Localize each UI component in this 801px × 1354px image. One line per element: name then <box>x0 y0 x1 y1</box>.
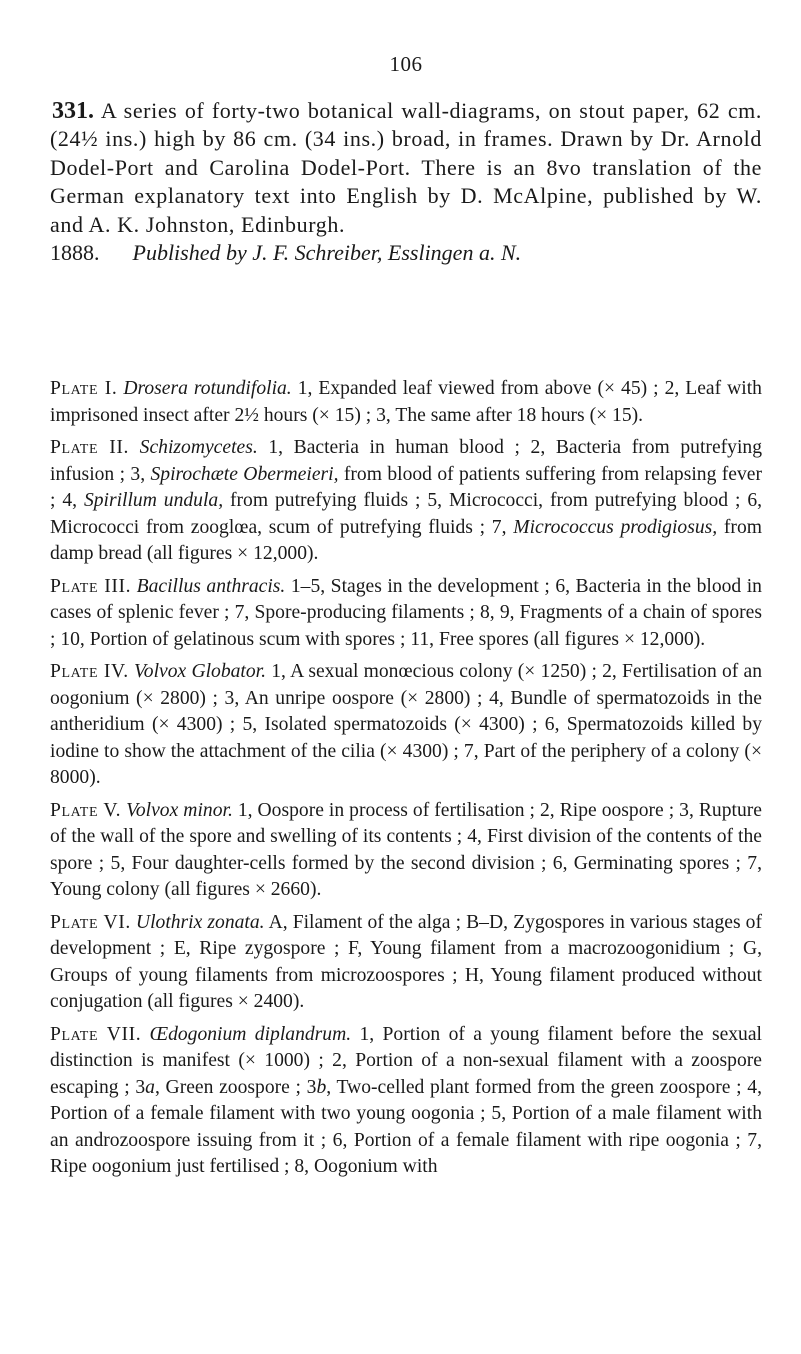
plate-taxon: Volvox Globator. <box>134 661 267 682</box>
plate-body-part: from putrefying fluids ; 5, Micrococci, from putrefying blood ; 6, Micrococci from zooglœa, scum of putrefying fluids ; 7, <box>50 490 763 538</box>
species-name: Spirillum undula, <box>83 490 224 511</box>
plate-label: Plate V. <box>50 799 122 821</box>
plate-label: Plate II. <box>50 437 130 458</box>
plate-body: A, Filament of the alga ; B–D, Zygospores in various stages of development ; E, Ripe zygospore ; F, Young filament from a macrozoogonidium ; G, Groups of young filaments from microzoospores ; H, Young filament produced without conjugation (all figures × 2400). <box>50 911 762 1012</box>
plate-body: 1–5, Stages in the development ; 6, Bacteria in the blood in cases of splenic fever ; 7, Spore-producing filaments ; 8, 9, Fragments of a chain of spores ; 10, Portion of gelatinous scum with spores ; 11, Free spores (all figures × 12,000). <box>50 575 762 650</box>
plate-taxon: Bacillus anthracis. <box>136 575 286 597</box>
catalogue-entry <box>50 97 762 267</box>
plate-body: 1, A sexual monœcious colony (× 1250) ; 2, Fertilisation of an oogonium (× 2800) ; 3, An unripe oospore (× 2800) ; 4, Bundle of spermatozoids in the antheridium (× 4300) ; 5, Isolated spermatozoids (× 4300) ; 6, Spermatozoids killed by iodine to show the attachment of the cilia (× 4300) ; 7, Part of the periphery of a colony (× 8000). <box>50 661 762 788</box>
plate-taxon: Œdogonium diplandrum. <box>149 1023 352 1045</box>
plate-item <box>50 798 762 904</box>
plate-body-part: , Two-celled plant formed from the green zoospore ; 4, Portion of a female filament with two young oogonia ; 5, Portion of a male filament with an androzoospore issuing from it ; 6, Portion of a female filament with ripe oogonia ; 7, Ripe oogonium just fertilised ; 8, Oogonium with <box>50 1076 762 1177</box>
figure-letter: a <box>145 1076 155 1098</box>
publication-line <box>50 239 762 267</box>
plate-label: Plate III. <box>50 575 132 597</box>
plate-item <box>50 376 762 429</box>
publisher: Published by J. F. Schreiber, Esslingen a. N. <box>132 240 522 266</box>
species-name: Micrococcus prodigiosus, <box>513 516 718 538</box>
entry-description: A series of forty-two botanical wall-diagrams, on stout paper, 62 cm. (24½ ins.) high by 86 cm. (34 ins.) broad, in frames. Drawn by Dr. Arnold Dodel-Port and Carolina Dodel-Port. There is an 8vo translation of the German explanatory text into English by D. McAlpine, published by W. and A. K. Johnston, Edinburgh. <box>50 98 762 237</box>
plate-body-part: from damp bread (all figures × 12,000). <box>50 516 762 564</box>
plate-taxon: Volvox minor. <box>126 799 233 821</box>
plate-item <box>50 435 762 568</box>
plate-item <box>50 574 762 654</box>
page-number: 106 <box>389 52 423 76</box>
plate-label: Plate IV. <box>50 661 129 682</box>
plate-item <box>50 659 762 792</box>
entry-paragraph <box>50 97 762 267</box>
figure-letter: b <box>316 1076 327 1098</box>
plate-label: Plate VI. <box>50 911 131 933</box>
plate-body-part: from blood of patients suffering from relapsing fever ; 4, <box>50 463 762 511</box>
plate-item <box>50 1022 762 1181</box>
plate-taxon: Ulothrix zonata. <box>135 911 265 933</box>
plate-taxon: Schizomycetes. <box>139 437 258 458</box>
plates-list <box>50 376 762 1187</box>
plate-body: 1, Expanded leaf viewed from above (× 45) ; 2, Leaf with imprisoned insect after 2½ hours (× 15) ; 3, The same after 18 hours (× 15). <box>50 378 762 426</box>
plate-taxon: Drosera rotundifolia. <box>123 378 292 399</box>
plate-body: 1, Oospore in process of fertilisation ; 2, Ripe oospore ; 3, Rupture of the wall of the spore and swelling of its contents ; 4, First division of the contents of the spore ; 5, Four daughter-cells formed by the second division ; 6, Germinating spores ; 7, Young colony (all figures × 2660). <box>50 799 762 900</box>
plate-body-part: 1, Bacteria in human blood ; 2, Bacteria from putrefying infusion ; 3, <box>50 437 762 485</box>
plate-label: Plate I. <box>50 378 118 399</box>
plate-body-part: , Green zoospore ; 3 <box>154 1076 317 1098</box>
species-name: Spirochæte Obermeieri, <box>150 463 339 485</box>
plate-body-part: 1, Portion of a young filament before the sexual distinction is manifest (× 1000) ; 2, Portion of a non-sexual filament with a zoospore escaping ; 3 <box>50 1023 762 1098</box>
publication-year: 1888. <box>50 240 100 266</box>
plate-label: Plate VII. <box>50 1023 142 1045</box>
plate-item <box>50 910 762 1016</box>
entry-number: 331. <box>52 98 94 124</box>
